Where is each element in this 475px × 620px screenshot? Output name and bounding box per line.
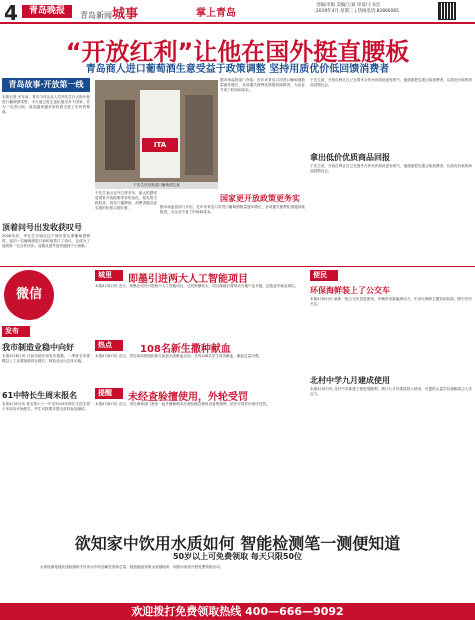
life-tag: 便民 — [310, 270, 338, 281]
news2-text: 本报4月8日讯 近日，青岛某高校组织新生参加无偿献血活动，共有108名学生成功献血，献血总量可观。 — [95, 354, 263, 358]
city-tag: 城里 — [95, 270, 123, 281]
header-meta: 责编/李娟 美编/王斌 审读/王书宏 2019年4月 星期三 | 热线电话:82866065 — [316, 3, 399, 14]
news3-title: 未经查验擅使用，外轮受罚 — [128, 392, 248, 403]
news2-title: 108名新生撒种献血 — [140, 344, 231, 355]
news1-text: 本报4月8日讯 近日，即墨区成功引进两个人工智能项目，总投资额较大，项目落地后将带动当地产业升级，创造更多就业岗位。 — [95, 284, 299, 288]
news3-text: 本报4月8日讯 近日，青岛海事部门查处一起外籍船舶未经查验擅自使用设备的案例，依法对其作出相应处罚。 — [95, 402, 270, 406]
photo-caption: 于先生在经营进口葡萄酒生意 — [95, 182, 218, 189]
col3-text: 于先生表示在外打拼多年，最大的感受是国家开放政策带来的变化，原先的关税较高，现在门槛降低，消费者能以更实惠的价格买到好酒。 — [95, 191, 157, 210]
lead-tag: 青岛故事·开放第一线 — [2, 78, 90, 92]
qr-code-icon — [438, 2, 456, 20]
ad-title: 欲知家中饮用水质如何 智能检测笔一测便知道 — [74, 534, 401, 553]
ad-subtitle: 50岁以上可免费领取 每天只限50位 — [172, 552, 303, 561]
left-box2-text: 本报4月8日讯 青岛第六十一中学2019年特长生招生将于本周末开始报名，考生可按要求提交材料参加测试。 — [2, 402, 90, 411]
left-box1-title: 我市制造业稳中向好 — [2, 343, 74, 352]
alert-tag: 提醒 — [95, 388, 123, 399]
section-title: 青岛新闻城事 — [80, 7, 139, 22]
ad-hotline-bar: 欢迎拨打免费领取热线 400—666—9092 — [0, 603, 475, 620]
right-text: 于先生说，开放红利让自己在国外合作伙伴面前更有底气，他愿意把实惠让给消费者，以质优价低的商品回馈社会。 — [310, 164, 472, 173]
newspaper-logo: 青岛晚报 — [22, 5, 72, 18]
section-divider — [0, 266, 475, 267]
right-heading: 拿出低价优质商品回报 — [310, 153, 390, 162]
page-number: 4 — [4, 1, 18, 25]
col2-text: 2006年前，李先生开始在这个城市里从事葡萄酒销售，起初一位葡萄酒进口商和他签订了协议，也成为了他的第一位合作伙伴。前期从国外进货遇到不少困难。 — [2, 234, 90, 248]
right-box2-text: 本报4月8日讯 北村中学新建工程进展顺利，预计九月份建成投入使用，可提供大量学位缓解周边入学压力。 — [310, 387, 472, 396]
wechat-badge: 微信 — [4, 270, 54, 320]
col4-text: 据市场监管部门介绍，近年来青岛口岸进口葡萄酒数量逐年增长，各项通关便利化措施持续推进，为企业节省了时间和成本。 — [160, 205, 305, 214]
main-subhead: 青岛商人进口葡萄酒生意受益于政策调整 坚持用质优价低回馈消费者 — [85, 64, 390, 75]
main-photo: ITA — [95, 80, 218, 182]
left-box1-text: 本报4月8日讯 日前市统计局发布数据，一季度全市规模以上工业增加值同比增长，制造业运行总体平稳。 — [2, 354, 90, 363]
hot-tag: 热点 — [95, 340, 123, 351]
ad-body: 水质检测笔能快速检测家中饮用水中的溶解性固体总量，数值越低说明水质越纯净，现面向读者开展免费领取活动。 — [40, 565, 224, 569]
main-headline: “开放红利”让他在国外挺直腰板 — [65, 38, 410, 66]
news1-title: 即墨引进两大人工智能项目 — [128, 274, 248, 285]
col4-text-top: 据市场监管部门介绍，近年来青岛口岸进口葡萄酒数量逐年增长，各项通关便利化措施持续推进，为企业节省了时间和成本。 — [220, 78, 305, 92]
app-label: 掌上青岛 — [196, 8, 236, 19]
right-box2-title: 北村中学九月建成使用 — [310, 376, 390, 385]
release-tag: 发布 — [2, 326, 30, 337]
col2-heading: 顶着问号出发收获叹号 — [2, 223, 82, 232]
col4-heading: 国家更开放政策更务实 — [220, 194, 300, 203]
left-box2-title: 61中特长生周末报名 — [2, 391, 78, 400]
right-box1-title: 环保海鲜装上了公交车 — [310, 286, 390, 295]
right-box1-text: 本报4月8日讯 最新一批公交车投放使用，车辆采用新能源动力，车身以海鲜主题彩绘装饰，吸引市民关注。 — [310, 297, 472, 306]
lead-text: 本报记者 多年前，青岛个体从业人员李先生在大街小巷进行葡萄酒零售，今天他已将生意拓展至多个国家。作为一名进口商，他说越来越多的好酒走进了市民的餐桌。 — [2, 95, 90, 114]
right-text-top: 于先生说，开放红利让自己在国外合作伙伴面前更有底气，他愿意把实惠让给消费者，以质优价低的商品回馈社会。 — [310, 78, 472, 87]
